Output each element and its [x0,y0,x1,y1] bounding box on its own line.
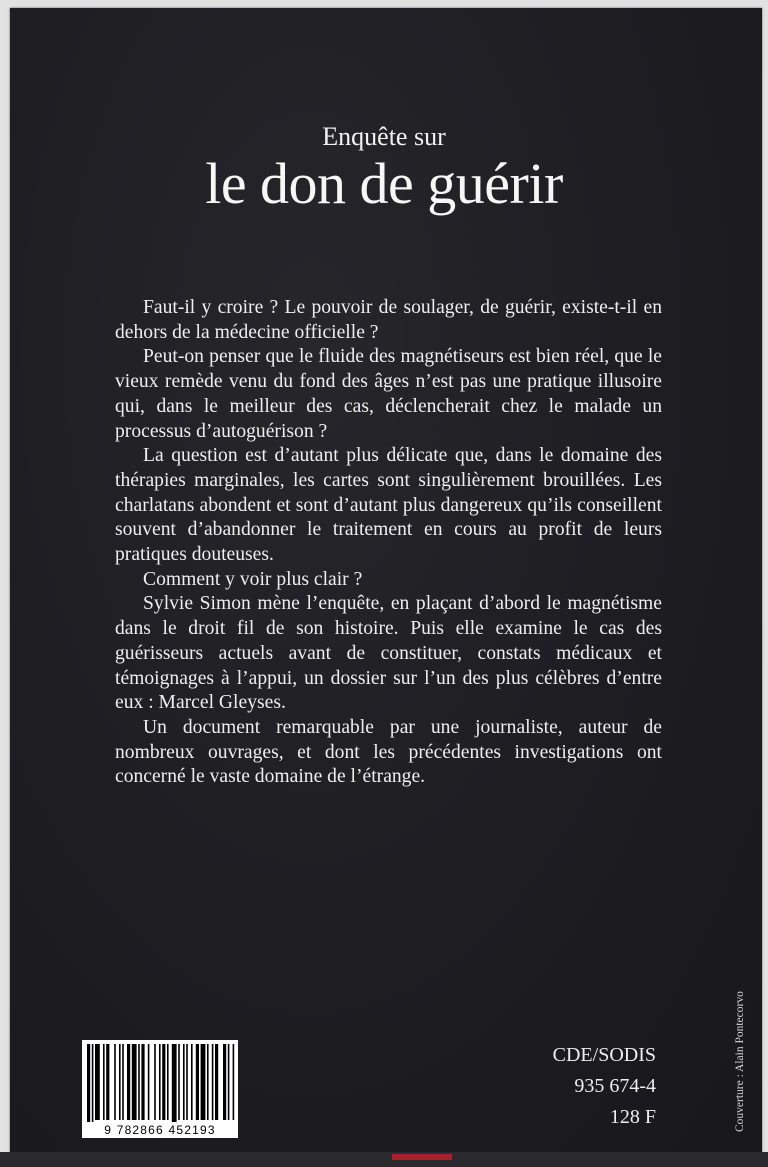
title-kicker: Enquête sur [322,122,446,151]
red-edge-mark [392,1154,452,1160]
barcode-bar [106,1044,109,1120]
blurb-paragraph-1: Faut-il y croire ? Le pouvoir de soulager, de guérir, existe-t-il en dehors de la médecine officielle ? [115,297,662,343]
barcode-bar [138,1044,140,1120]
cover-credit: Couverture : Alain Pontecorvo [734,991,746,1132]
blurb-paragraph-2: Peut-on penser que le fluide des magnétiseurs est bien réel, que le vieux remède venu du fond des âges n’est pas une pratique illusoire qui, dans le meilleur des cas, déclencherait chez le malade un processus d’autoguérison ? [115,346,662,442]
barcode-bar [122,1044,124,1120]
barcode-bar [154,1044,156,1120]
barcode-bar [148,1044,150,1120]
barcode-bar [114,1044,116,1120]
blurb-paragraph-5: Sylvie Simon mène l’enquête, en plaçant d’abord le magnétisme dans le droit fil de son histoire. Puis elle examine le cas des guérisseurs actuels avant de constituer, constats médicaux et témoignages à l’appui, un dossier sur l’un des plus célèbres d’entre eux : Marcel Gleyses. [115,593,662,714]
barcode-bar [162,1044,165,1120]
barcode-bar [141,1044,144,1120]
barcode-bar [191,1044,193,1120]
blurb-paragraph-3: La question est d’autant plus délicate que, dans le domaine des thérapies marginales, les cartes sont singulièrement brouillées. Les charlatans abondent et sont d’autant plus dangereux qu’ils conseillent souvent d’abandonner le traitement en cours au profit de leurs pratiques douteuses. [115,445,662,566]
barcode-bar [103,1044,105,1120]
blurb-text [115,296,662,790]
barcode-bar [212,1044,214,1120]
blurb-paragraph-4: Comment y voir plus clair ? [143,568,363,590]
barcode-bar [172,1044,177,1122]
barcode-bar [233,1044,235,1120]
price: 128 F [609,1106,656,1128]
barcode-bar [92,1044,94,1122]
book-title: le don de guérir [205,151,563,216]
barcode-bar [159,1044,161,1120]
bottom-edge [0,1152,768,1167]
barcode-bar [178,1044,180,1120]
barcode-bar [87,1044,90,1122]
barcode-bar [183,1044,185,1120]
barcode-bars [82,1040,238,1122]
barcode-digits: 9 782866 452193 [104,1123,216,1137]
barcode-bar [186,1044,188,1120]
barcode-bar [119,1044,121,1120]
barcode-bar [215,1044,218,1120]
barcode-bar [127,1044,130,1120]
barcode-bar [207,1044,209,1120]
barcode-bar [223,1044,226,1120]
isbn-barcode [82,1040,238,1138]
barcode-bar [167,1044,169,1120]
barcode-bar [228,1044,230,1120]
barcode-bar [196,1044,199,1120]
publisher-info [553,1040,656,1133]
blurb-paragraph-6: Un document remarquable par une journaliste, auteur de nombreux ouvrages, et dont les précédentes investigations ont concerné le vaste domaine de l’étrange. [115,716,662,788]
barcode-bar [201,1044,206,1120]
distributor-name: CDE/SODIS [552,1044,656,1066]
barcode-bar [95,1044,100,1120]
product-code: 935 674-4 [574,1075,656,1097]
barcode-bar [132,1044,137,1120]
